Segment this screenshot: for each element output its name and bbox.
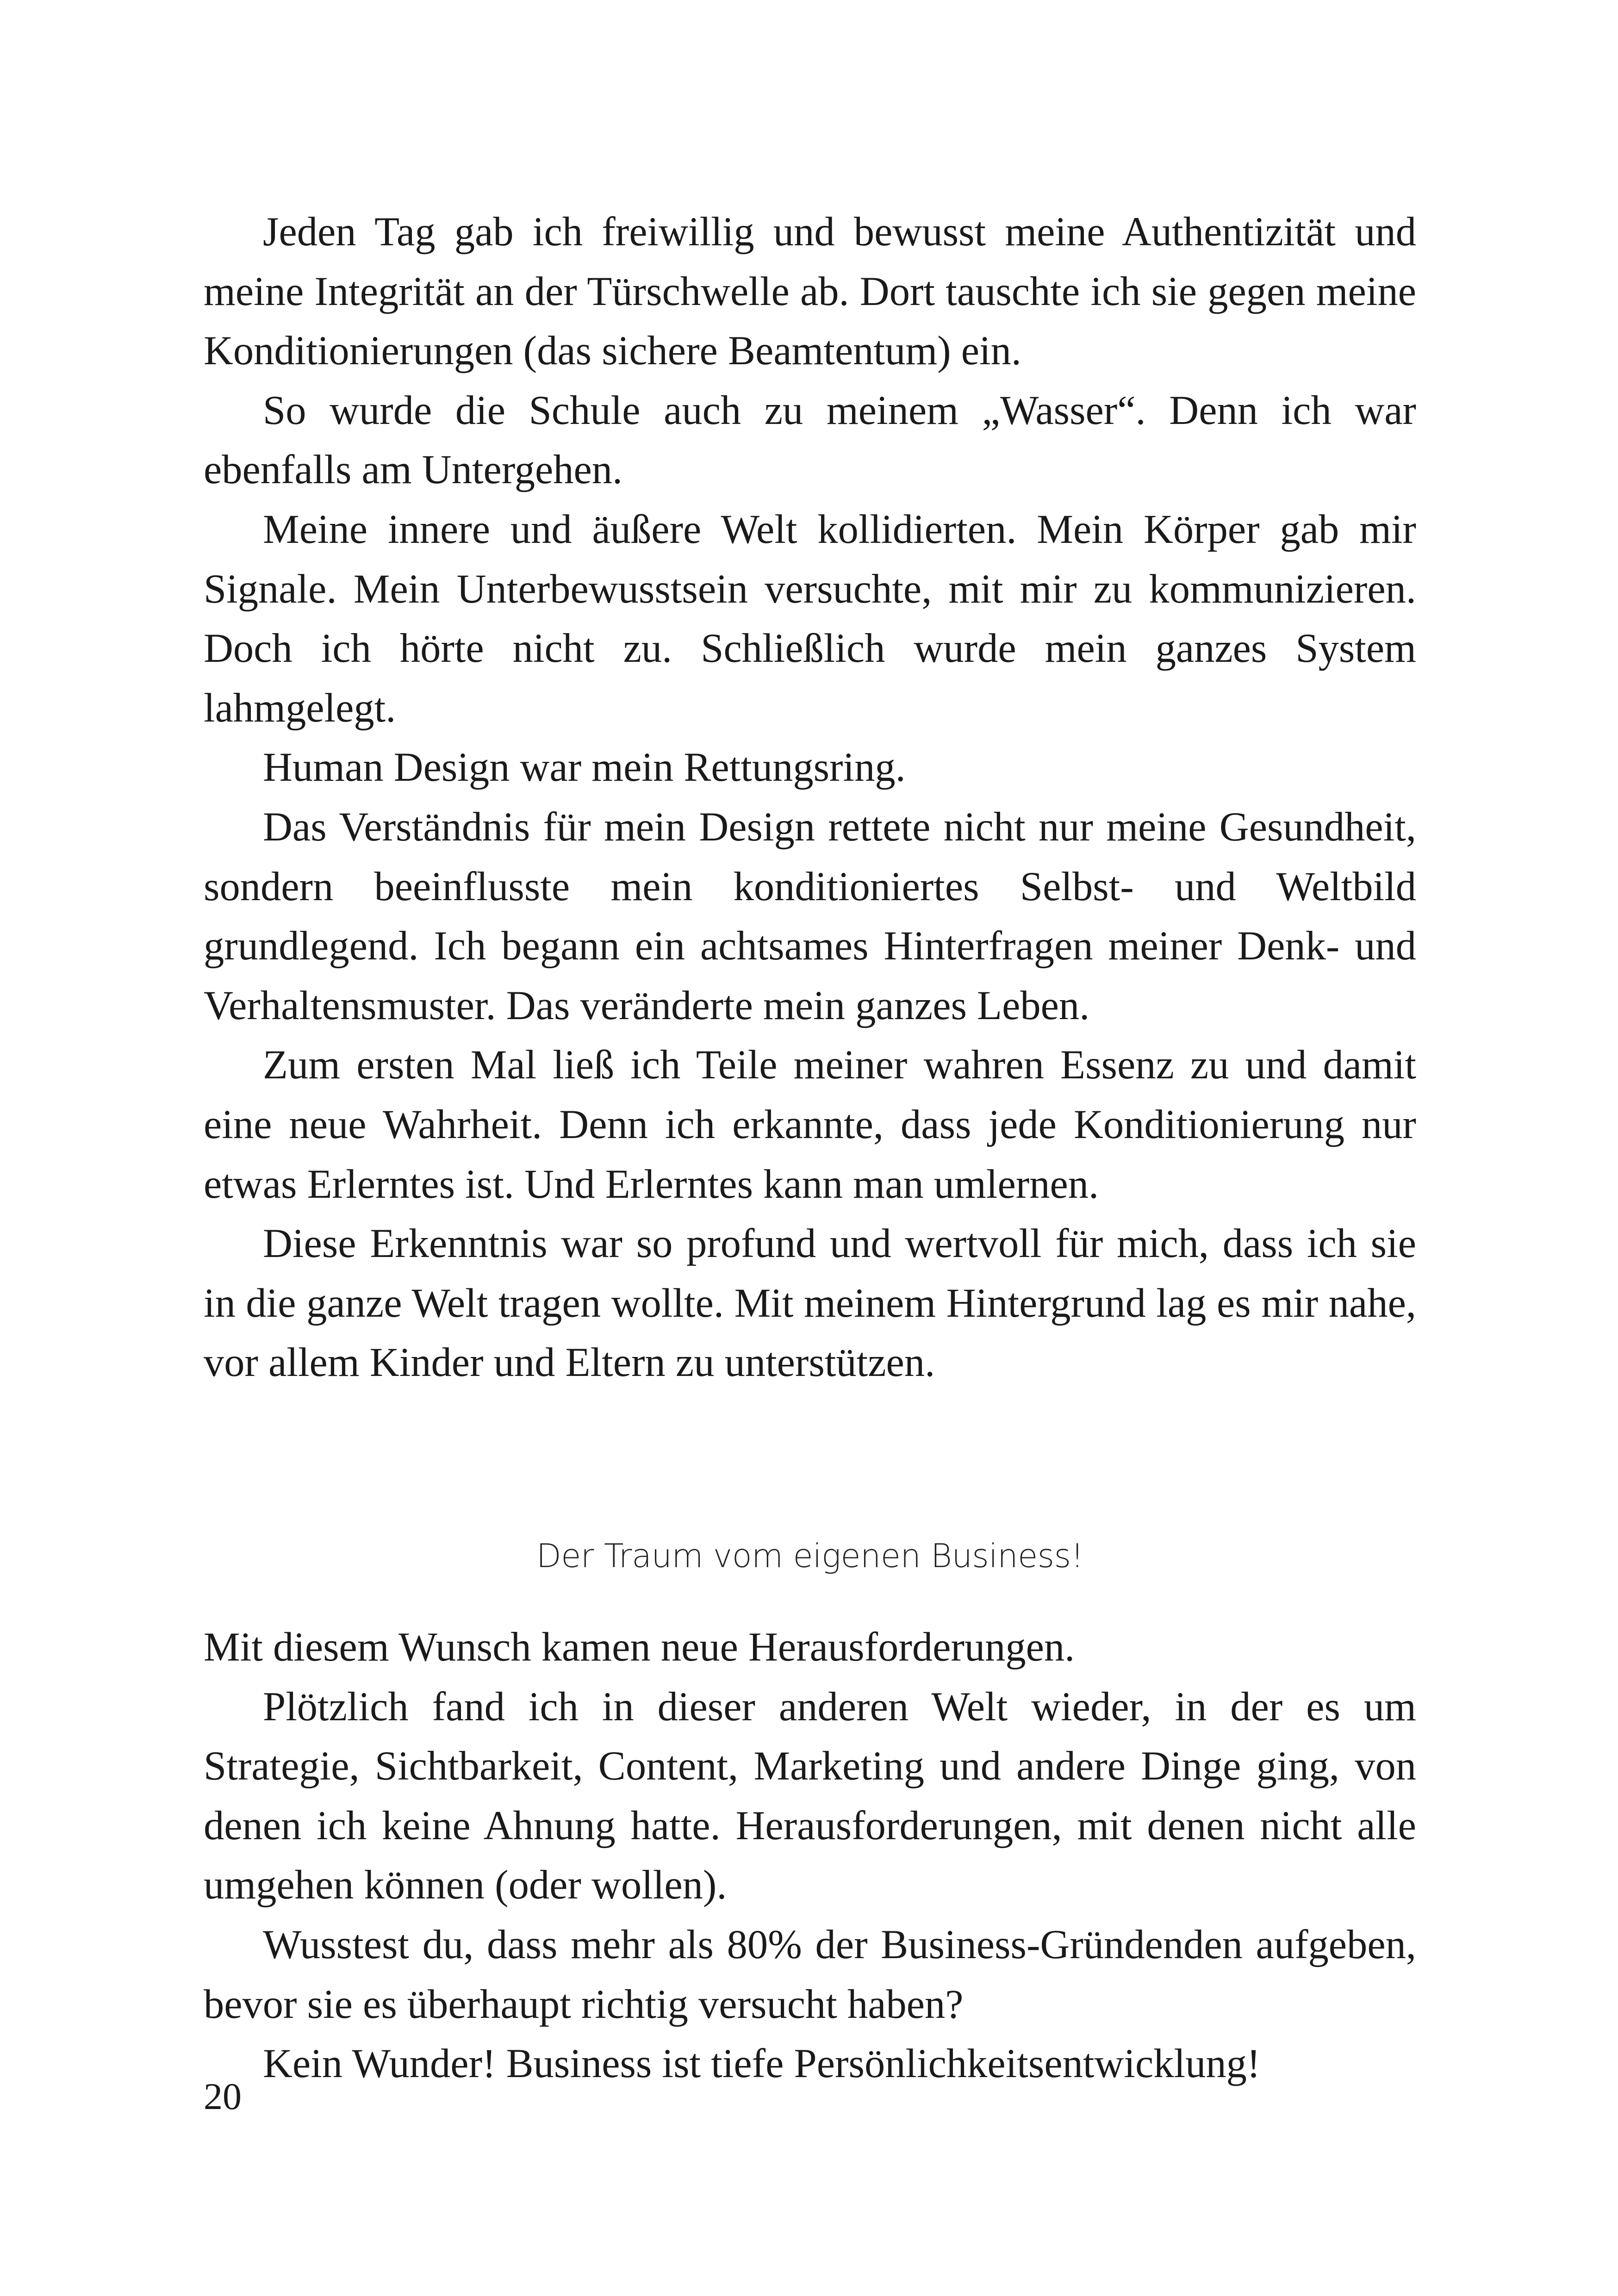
- section-heading: Der Traum vom eigenen Business!: [536, 1537, 1084, 1575]
- paragraph: Wusstest du, dass mehr als 80% der Business-Gründenden aufgeben, bevor sie es überhaupt richtig versucht haben?: [204, 1922, 1416, 2027]
- body-text-section-2: [204, 1618, 1416, 2094]
- paragraph: Plötzlich fand ich in dieser anderen Welt wieder, in der es um Strategie, Sichtbarkeit, Content, Marketing und andere Dinge ging, von denen ich keine Ahnung hatte. Herausforderungen, mit denen nicht alle umgehen können (oder wollen).: [204, 1684, 1416, 1908]
- paragraph: Jeden Tag gab ich freiwillig und bewusst meine Authentizität und meine Integrität an der Türschwelle ab. Dort tauschte ich sie gegen meine Konditionierungen (das sichere Beamtentum) ein.: [204, 209, 1416, 374]
- paragraph: Diese Erkenntnis war so profund und wertvoll für mich, dass ich sie in die ganze Welt tragen wollte. Mit meinem Hintergrund lag es mir nahe, vor allem Kinder und Eltern zu unterstützen.: [204, 1221, 1416, 1386]
- paragraph: Das Verständnis für mein Design rettete nicht nur meine Gesundheit, sondern beeinflusste mein konditioniertes Selbst- und Weltbild grundlegend. Ich begann ein achtsames Hinterfragen meiner Denk- und Verhaltensmuster. Das veränderte mein ganzes Leben.: [204, 804, 1416, 1028]
- paragraph: Human Design war mein Rettungsring.: [263, 745, 906, 790]
- page-number: 20: [204, 2075, 242, 2117]
- paragraph: Mit diesem Wunsch kamen neue Herausforderungen.: [204, 1624, 1075, 1670]
- paragraph: Zum ersten Mal ließ ich Teile meiner wahren Essenz zu und damit eine neue Wahrheit. Denn ich erkannte, dass jede Konditionierung nur etwas Erlerntes ist. Und Erlerntes kann man umlernen.: [204, 1042, 1416, 1207]
- paragraph: So wurde die Schule auch zu meinem „Wasser“. Denn ich war ebenfalls am Untergehen.: [204, 387, 1416, 493]
- paragraph: Meine innere und äußere Welt kollidierten. Mein Körper gab mir Signale. Mein Unterbewusstsein versuchte, mit mir zu kommunizieren. Doch ich hörte nicht zu. Schließlich wurde mein ganzes System lahmgelegt.: [204, 506, 1416, 731]
- body-text-section-1: [204, 202, 1416, 1393]
- paragraph: Kein Wunder! Business ist tiefe Persönlichkeitsentwicklung!: [263, 2041, 1261, 2087]
